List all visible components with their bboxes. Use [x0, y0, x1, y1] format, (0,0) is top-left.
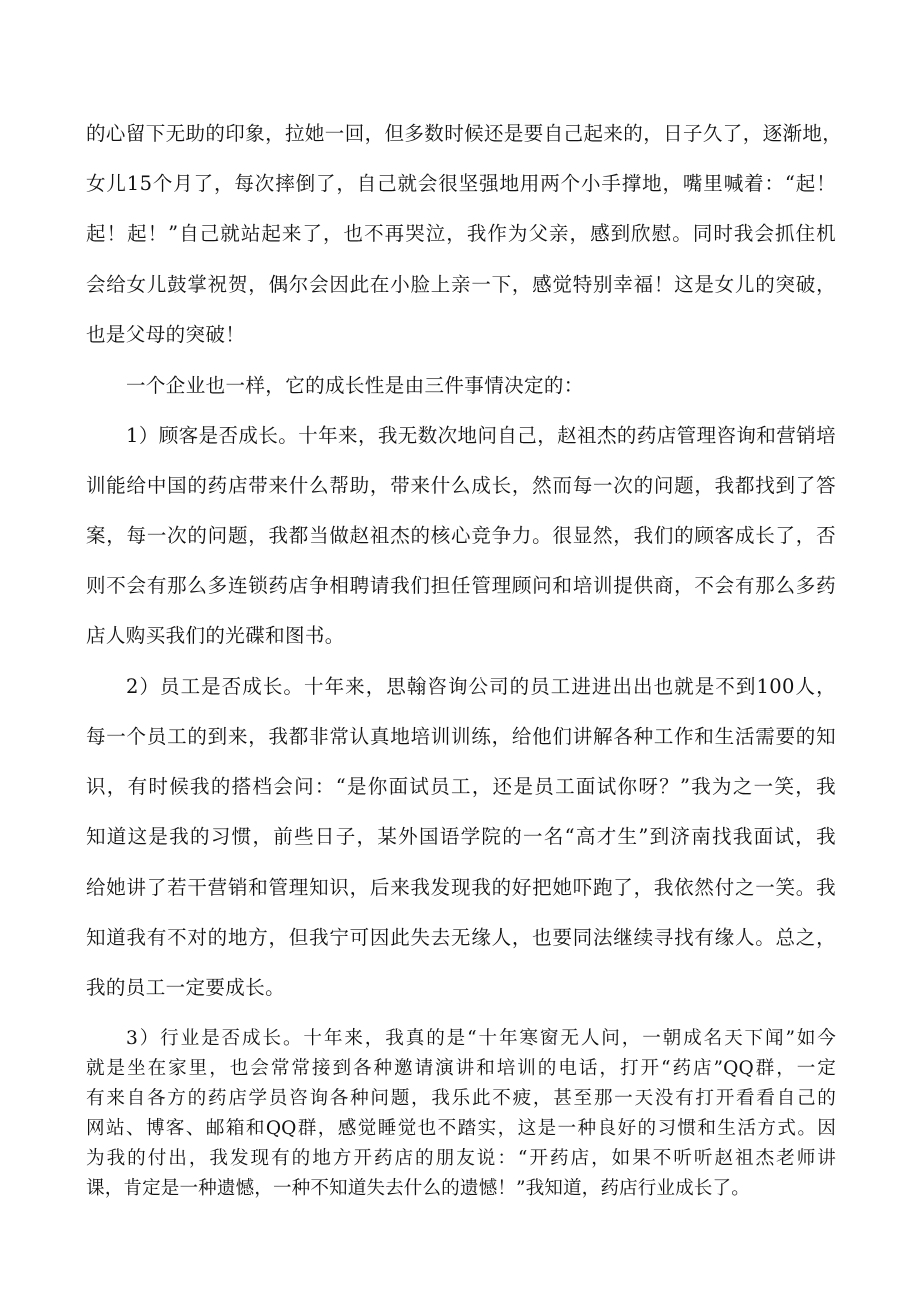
paragraph-line: 网站、博客、邮箱和QQ群，感觉睡觉也不踏实，这是一种良好的习惯和生活方式。因 — [86, 1118, 836, 1139]
paragraph-line: 训能给中国的药店带来什么帮助，带来什么成长，然而每一次的问题，我都找到了答 — [86, 474, 836, 497]
paragraph-line: 会给女儿鼓掌祝贺，偶尔会因此在小脸上亲一下，感觉特别幸福！这是女儿的突破， — [86, 273, 836, 296]
paragraph-line: 给她讲了若干营销和管理知识，后来我发现我的好把她吓跑了，我依然付之一笑。我 — [86, 876, 836, 899]
paragraph-line: 则不会有那么多连锁药店争相聘请我们担任管理顾问和培训提供商，不会有那么多药 — [86, 574, 836, 597]
paragraph-line: 3）行业是否成长。十年来，我真的是“十年寒窗无人问，一朝成名天下闻”如今 — [126, 1028, 836, 1049]
paragraph-line: 就是坐在家里，也会常常接到各种邀请演讲和培训的电话，打开“药店”QQ群，一定 — [86, 1058, 836, 1079]
paragraph-line: 案，每一次的问题，我都当做赵祖杰的核心竞争力。很显然，我们的顾客成长了，否 — [86, 524, 836, 547]
paragraph-line: 店人购买我们的光碟和图书。 — [86, 624, 345, 647]
paragraph-line: 2）员工是否成长。十年来，思翰咨询公司的员工进进出出也就是不到100人， — [126, 675, 836, 698]
paragraph-line: 一个企业也一样，它的成长性是由三件事情决定的： — [126, 374, 584, 397]
paragraph-line: 我的员工一定要成长。 — [86, 976, 286, 999]
paragraph-line: 的心留下无助的印象，拉她一回，但多数时候还是要自己起来的，日子久了，逐渐地， — [86, 122, 843, 145]
paragraph-line: 知道我有不对的地方，但我宁可因此失去无缘人，也要同法继续寻找有缘人。总之， — [86, 926, 836, 949]
paragraph-line: 1）顾客是否成长。十年来，我无数次地问自己，赵祖杰的药店管理咨询和营销培 — [126, 424, 836, 447]
paragraph-line: 女儿15个月了，每次摔倒了，自己就会很坚强地用两个小手撑地，嘴里喊着：“起！ — [86, 172, 836, 195]
paragraph-line: 课，肯定是一种遗憾，一种不知道失去什么的遗憾！”我知道，药店行业成长了。 — [86, 1178, 750, 1199]
paragraph-line: 也是父母的突破！ — [86, 323, 246, 346]
paragraph-line: 每一个员工的到来，我都非常认真地培训训练，给他们讲解各种工作和生活需要的知 — [86, 725, 836, 748]
paragraph-line: 起！起！”自己就站起来了，也不再哭泣，我作为父亲，感到欣慰。同时我会抓住机 — [86, 222, 836, 245]
paragraph-line: 知道这是我的习惯，前些日子，某外国语学院的一名“高才生”到济南找我面试，我 — [86, 825, 836, 848]
paragraph-line: 有来自各方的药店学员咨询各种问题，我乐此不疲，甚至那一天没有打开看看自己的 — [86, 1088, 836, 1109]
paragraph-line: 识，有时候我的搭档会问：“是你面试员工，还是员工面试你呀？”我为之一笑，我 — [86, 775, 836, 798]
paragraph-line: 为我的付出，我发现有的地方开药店的朋友说：“开药店，如果不听听赵祖杰老师讲 — [86, 1148, 836, 1169]
